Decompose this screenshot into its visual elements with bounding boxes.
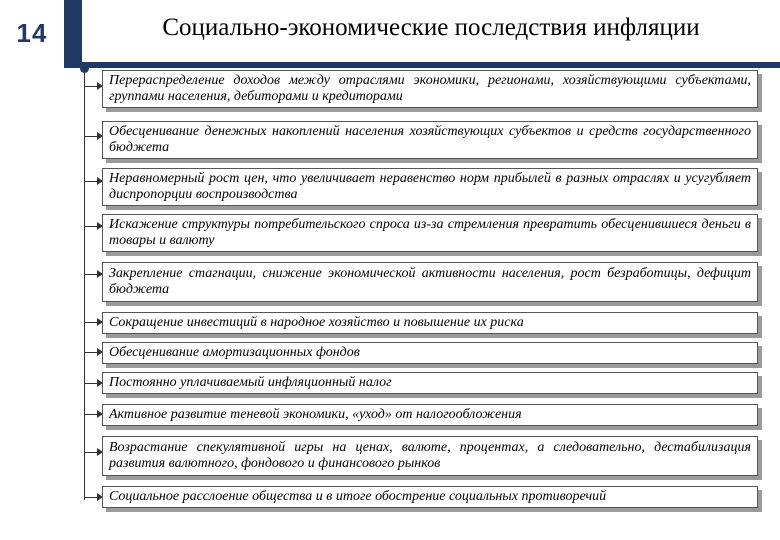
- list-item: [102, 404, 758, 426]
- list-item: [102, 436, 758, 476]
- list-item-text: Закрепление стагнации, снижение экономической активности населения, рост безработицы, дефицит бюджета: [109, 266, 751, 297]
- list-item-text: Активное развитие теневой экономики, «уход» от налогообложения: [109, 407, 522, 422]
- list-item-text: Перераспределение доходов между отраслями экономики, регионами, хозяйствующими субъектами, группами населения, дебиторами и кредиторами: [109, 73, 751, 104]
- list-item: [102, 214, 758, 252]
- list-item: [102, 168, 758, 206]
- list-item-text: Сокращение инвестиций в народное хозяйство и повышение их риска: [109, 315, 524, 330]
- list-item-text: Возрастание спекулятивной игры на ценах, валюте, процентах, а следовательно, дестабилизация развития валютного, фондового и финансового рынков: [109, 440, 751, 471]
- list-item-text: Социальное расслоение общества и в итоге обострение социальных противоречий: [109, 489, 607, 504]
- list-item: [102, 121, 758, 159]
- list-item: [102, 486, 758, 508]
- list-item-text: Обесценивание амортизационных фондов: [109, 345, 360, 360]
- list-item-text: Неравномерный рост цен, что увеличивает неравенство норм прибылей в разных отраслях и усугубляет диспропорции воспроизводства: [109, 171, 751, 202]
- page-title: Социально-экономические последствия инфляции: [162, 14, 700, 41]
- list-item-text: Искажение структуры потребительского спроса из-за стремления превратить обесценившиеся деньги в товары и валюту: [109, 217, 751, 248]
- list-item: [102, 372, 758, 394]
- list-item-text: Обесценивание денежных накоплений населения хозяйствующих субъектов и средств государственного бюджета: [109, 124, 751, 155]
- list-item: [102, 312, 758, 334]
- list-item: [102, 70, 758, 108]
- list-item: [102, 342, 758, 364]
- list-item-text: Постоянно уплачиваемый инфляционный налог: [109, 375, 392, 390]
- list-item: [102, 262, 758, 302]
- slide-number: 14: [0, 0, 64, 66]
